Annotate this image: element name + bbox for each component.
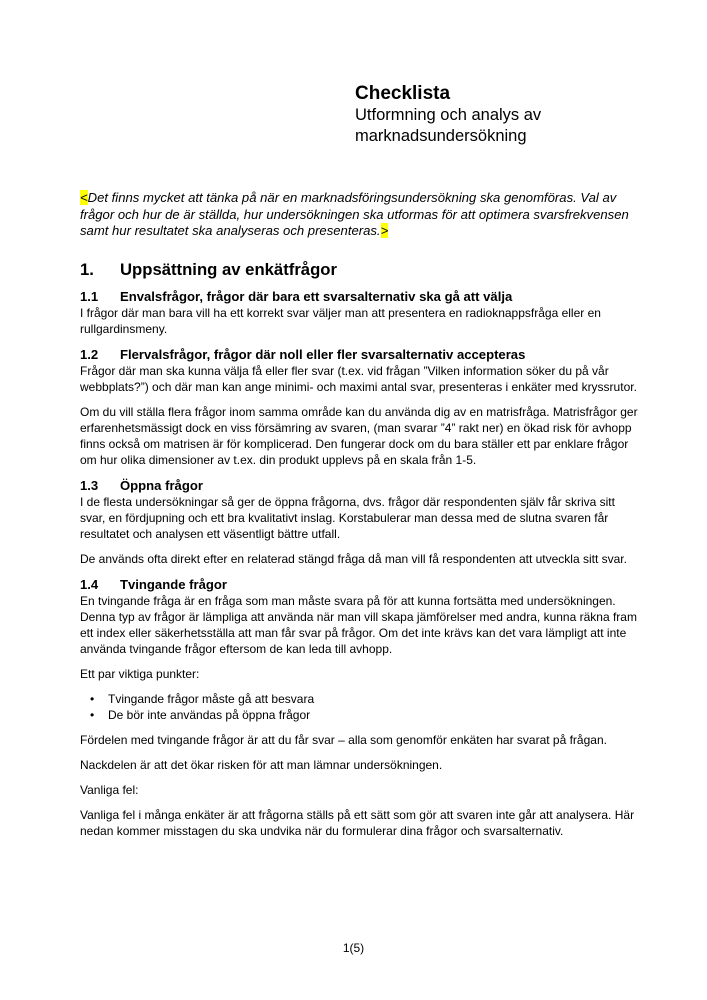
- section-1-3-number: 1.3: [80, 477, 99, 493]
- section-1-1: [80, 289, 642, 337]
- paragraph: Ett par viktiga punkter:: [80, 666, 200, 681]
- intro-paragraph: [80, 190, 642, 240]
- paragraph: I de flesta undersökningar så ger de öppna frågorna, dvs. frågor där respondenten själv får skriva sitt svar, en fördjupning och ett bra kvalitativt inslag. Korstabulerar man dessa med de slutna svaren får resultatet och analysen ett väsentligt bättre utfall.: [80, 494, 615, 541]
- bullet-item: • Tvingande frågor måste gå att besvara: [80, 691, 642, 707]
- section-1-4-number: 1.4: [80, 576, 99, 592]
- section-1-1-title: Envalsfrågor, frågor där bara ett svarsalternativ ska gå att välja: [120, 288, 513, 304]
- section-1-2-title: Flervalsfrågor, frågor där noll eller fler svarsalternativ accepteras: [120, 346, 526, 362]
- section-1-2-number: 1.2: [80, 346, 99, 362]
- document-subtitle-line-1: Utformning och analys av: [355, 106, 542, 124]
- bullet-item: • De bör inte användas på öppna frågor: [80, 707, 642, 723]
- document-header: [355, 83, 541, 147]
- section-1-3: [80, 478, 642, 567]
- paragraph: I frågor där man bara vill ha ett korrekt svar väljer man att presentera en radioknappsfråga eller en rullgardinsmeny.: [80, 305, 601, 336]
- page-number: 1(5): [342, 941, 365, 955]
- section-1-4: [80, 577, 642, 839]
- intro-text: Det finns mycket att tänka på när en marknadsföringsundersökning ska genomföras. Val av frågor och hur de är ställda, hur undersökningen ska utformas för att optimera svarsfrekvensen samt hur resultatet ska analyseras och presenteras.: [80, 190, 629, 238]
- section-1-3-title: Öppna frågor: [120, 477, 203, 493]
- paragraph: Vanliga fel i många enkäter är att frågorna ställs på ett sätt som gör att svaren inte går att analysera. Här nedan kommer misstagen du ska undvika när du formulerar dina frågor och svarsalternativ.: [80, 807, 635, 838]
- paragraph: Nackdelen är att det ökar risken för att man lämnar undersökningen.: [80, 757, 443, 772]
- paragraph: En tvingande fråga är en fråga som man måste svara på för att kunna fortsätta med undersökningen. Denna typ av frågor är lämpliga att använda när man vill skapa jämförelser med andra, kunna räkna fram ett index eller säkerhetsställa att man får svar på frågor. Om det inte krävs kan det vara lämpligt att inte använda tvingande frågor eftersom de kan leda till avhopp.: [80, 593, 637, 656]
- page-footer: [0, 941, 707, 956]
- section-1-1-heading: [80, 289, 642, 305]
- bullet-list: [80, 691, 642, 723]
- chapter-heading: [80, 261, 642, 279]
- document-body: [80, 190, 642, 848]
- paragraph: De används ofta direkt efter en relaterad stängd fråga då man vill få respondenten att utveckla sitt svar.: [80, 551, 627, 566]
- chapter-heading-number: 1.: [80, 259, 94, 279]
- document-title: Checklista: [355, 83, 451, 104]
- paragraph: Fördelen med tvingande frågor är att du får svar – alla som genomför enkäten har svarat på frågan.: [80, 732, 607, 747]
- section-1-2: [80, 347, 642, 468]
- section-1-1-number: 1.1: [80, 288, 99, 304]
- section-1-2-heading: [80, 347, 642, 363]
- chapter-heading-text: Uppsättning av enkätfrågor: [120, 259, 337, 279]
- highlight-open-bracket: <: [80, 190, 88, 205]
- highlight-close-bracket: >: [380, 223, 389, 238]
- paragraph: Om du vill ställa flera frågor inom samma område kan du använda dig av en matrisfråga. Matrisfrågor ger erfarenhetsmässigt dock en viss försämring av svaren, (man svarar ”4” rakt ner) en ökad risk för avhopp finns också om matrisen är för komplicerad. Den fungerar dock om du bara ställer ett par enklare frågor om hur olika dimensioner av t.ex. din produkt upplevs på en skala från 1-5.: [80, 404, 638, 467]
- section-1-4-heading: [80, 577, 642, 593]
- paragraph: Vanliga fel:: [80, 782, 139, 797]
- document-subtitle-line-2: marknadsundersökning: [355, 127, 527, 145]
- section-1-3-heading: [80, 478, 642, 494]
- paragraph: Frågor där man ska kunna välja få eller fler svar (t.ex. vid frågan ”Vilken information söker du på vår webbplats?”) och där man kan ange minimi- och maximi antal svar, presenteras i enkäter med kryssrutor.: [80, 363, 637, 394]
- section-1-4-title: Tvingande frågor: [120, 576, 227, 592]
